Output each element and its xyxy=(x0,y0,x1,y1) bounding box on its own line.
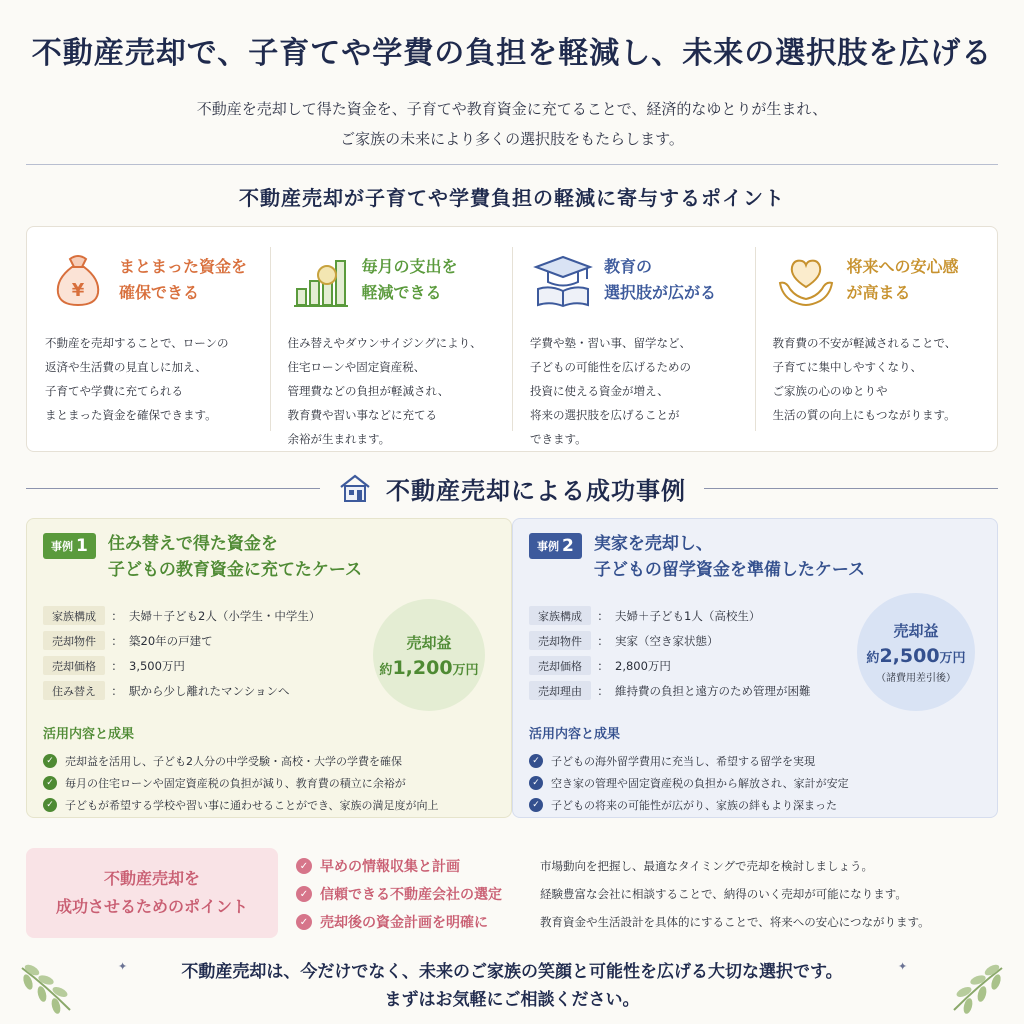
list-item xyxy=(296,880,1002,908)
check-icon: ✓ xyxy=(43,798,57,812)
case-badge-number: 1 xyxy=(76,536,88,556)
info-key: 売却理由 xyxy=(529,681,591,700)
info-key: 売却物件 xyxy=(529,631,591,650)
check-icon: ✓ xyxy=(529,798,543,812)
case-info-2 xyxy=(529,603,849,703)
point-card-2 xyxy=(270,227,513,451)
graduation-cap-book-icon xyxy=(530,250,596,310)
list-item xyxy=(529,794,981,816)
point-card-1 xyxy=(27,227,270,451)
gain-badge-1 xyxy=(373,599,485,711)
info-separator: ： xyxy=(111,633,123,648)
point-title-2: 毎月の支出を 軽減できる xyxy=(361,257,458,302)
info-value: 維持費の負担と遠方のため管理が困難 xyxy=(615,683,811,698)
info-row xyxy=(529,653,849,678)
leaf-branch-icon xyxy=(944,960,1008,1016)
check-icon: ✓ xyxy=(296,858,312,874)
point-body-2: 住み替えやダウンサイジングにより、 住宅ローンや固定資産税、 管理費などの負担が軽減され、 教育費や習い事などに充てる 余裕が生まれます。 xyxy=(287,336,482,446)
gain-label: 売却益 xyxy=(406,633,452,652)
info-key: 住み替え xyxy=(43,681,105,700)
divider xyxy=(26,164,998,165)
result-list-1 xyxy=(43,750,495,816)
list-item xyxy=(529,750,981,772)
list-item xyxy=(296,908,1002,936)
tips-list xyxy=(296,852,1002,936)
point-body-4: 教育費の不安が軽減されることで、 子育てに集中しやすくなり、 ご家族の心のゆとりや 生活の質の向上にもつながります。 xyxy=(772,336,957,422)
case-badge-1 xyxy=(43,533,96,559)
check-icon: ✓ xyxy=(43,776,57,790)
info-key: 家族構成 xyxy=(529,606,591,625)
point-body-1: 不動産を売却することで、ローンの 返済や生活費の見直しに加え、 子育てや学費に充てられる まとまった資金を確保できます。 xyxy=(45,336,229,422)
result-text: 子どもの海外留学費用に充当し、希望する留学を実現 xyxy=(551,755,815,768)
case-badge-label: 事例 xyxy=(537,540,559,553)
case-badge-number: 2 xyxy=(562,536,574,556)
points-section-title: 不動産売却が子育てや学費負担の軽減に寄与するポイント xyxy=(239,186,785,210)
info-separator: ： xyxy=(597,683,609,698)
footer-message: 不動産売却は、今だけでなく、未来のご家族の笑顔と可能性を広げる大切な選択です。 まずはお気軽にご相談ください。 xyxy=(181,962,843,1010)
money-bag-yen-icon xyxy=(45,250,111,310)
check-icon: ✓ xyxy=(529,754,543,768)
case-title-2: 実家を売却し、 子どもの留学資金を準備したケース xyxy=(593,534,865,580)
sparkle-icon: ✦ xyxy=(118,960,128,973)
info-value: 夫婦＋子ども2人（小学生・中学生） xyxy=(129,608,321,623)
point-card-4 xyxy=(755,227,998,451)
tip-title: 早めの情報収集と計画 xyxy=(320,859,460,875)
result-text: 売却益を活用し、子ども2人分の中学受験・高校・大学の学費を確保 xyxy=(65,755,402,768)
info-key: 家族構成 xyxy=(43,606,105,625)
result-title-1: 活用内容と成果 xyxy=(43,727,135,742)
page-title: 不動産売却で、子育てや学費の負担を軽減し、未来の選択肢を広げる xyxy=(31,36,993,71)
info-key: 売却価格 xyxy=(43,656,105,675)
gain-note: （諸費用差引後） xyxy=(876,673,956,684)
info-value: 築20年の戸建て xyxy=(129,633,213,648)
list-item xyxy=(43,794,495,816)
gain-label: 売却益 xyxy=(893,622,939,640)
gain-amount: 1,200 xyxy=(392,656,453,679)
info-value: 夫婦＋子ども1人（高校生） xyxy=(615,608,761,623)
point-body-3: 学費や塾・習い事、留学など、 子どもの可能性を広げるための 投資に使える資金が増え、 将来の選択肢を広げることが できます。 xyxy=(530,336,691,446)
tip-title: 売却後の資金計画を明確に xyxy=(320,915,488,931)
check-icon: ✓ xyxy=(43,754,57,768)
info-key: 売却価格 xyxy=(529,656,591,675)
result-text: 毎月の住宅ローンや固定資産税の負担が減り、教育費の積立に余裕が xyxy=(65,777,406,790)
point-card-3 xyxy=(512,227,755,451)
list-item xyxy=(296,852,1002,880)
info-value: 駅から少し離れたマンションへ xyxy=(129,683,290,698)
gain-unit: 万円 xyxy=(939,651,966,666)
divider xyxy=(704,488,998,489)
points-panel xyxy=(26,226,998,452)
gain-value xyxy=(866,645,965,667)
info-separator: ： xyxy=(111,658,123,673)
info-row xyxy=(43,653,363,678)
gain-badge-2 xyxy=(857,593,975,711)
info-row xyxy=(529,603,849,628)
bar-chart-coin-icon xyxy=(288,250,354,310)
svg-text:¥: ¥ xyxy=(71,280,85,301)
case-badge-2 xyxy=(529,533,582,559)
tips-label-box: 不動産売却を 成功させるためのポイント xyxy=(26,848,278,938)
info-row xyxy=(529,628,849,653)
info-row xyxy=(529,678,849,703)
info-row xyxy=(43,603,363,628)
info-value: 実家（空き家状態） xyxy=(615,633,719,648)
point-title-1: まとまった資金を 確保できる xyxy=(119,257,248,302)
result-text: 子どもが希望する学校や習い事に通わせることができ、家族の満足度が向上 xyxy=(65,799,439,812)
result-title-2: 活用内容と成果 xyxy=(529,727,621,742)
gain-prefix: 約 xyxy=(379,662,393,678)
info-separator: ： xyxy=(597,658,609,673)
info-separator: ： xyxy=(597,608,609,623)
divider xyxy=(26,488,320,489)
tip-description: 市場動向を把握し、最適なタイミングで売却を検討しましょう。 xyxy=(540,859,874,873)
sparkle-icon: ✦ xyxy=(898,960,908,973)
check-icon: ✓ xyxy=(529,776,543,790)
lead-text xyxy=(0,94,1024,154)
info-row xyxy=(43,628,363,653)
list-item xyxy=(43,750,495,772)
gain-amount: 2,500 xyxy=(879,645,940,667)
result-text: 子どもの将来の可能性が広がり、家族の絆もより深まった xyxy=(551,799,837,812)
gain-value xyxy=(379,657,478,679)
info-separator: ： xyxy=(111,608,123,623)
tip-title: 信頼できる不動産会社の選定 xyxy=(320,887,502,903)
info-row xyxy=(43,678,363,703)
case-info-1 xyxy=(43,603,363,703)
list-item xyxy=(529,772,981,794)
case-card-1 xyxy=(26,518,512,818)
cases-section-title: 不動産売却による成功事例 xyxy=(386,475,686,505)
info-separator: ： xyxy=(111,683,123,698)
info-value: 2,800万円 xyxy=(615,658,671,673)
info-value: 3,500万円 xyxy=(129,658,185,673)
case-title-1: 住み替えで得た資金を 子どもの教育資金に充てたケース xyxy=(107,534,362,580)
check-icon: ✓ xyxy=(296,886,312,902)
lead-line-1: 不動産を売却して得た資金を、子育てや教育資金に充てることで、経済的なゆとりが生まれ、 xyxy=(196,100,828,118)
result-text: 空き家の管理や固定資産税の負担から解放され、家計が安定 xyxy=(551,777,849,790)
leaf-branch-icon xyxy=(16,960,80,1016)
heart-hands-icon xyxy=(773,250,839,310)
info-key: 売却物件 xyxy=(43,631,105,650)
cases-section-header xyxy=(26,468,998,508)
point-title-3: 教育の 選択肢が広がる xyxy=(604,257,717,302)
info-separator: ： xyxy=(597,633,609,648)
case-badge-label: 事例 xyxy=(51,540,73,553)
point-title-4: 将来への安心感 が高まる xyxy=(846,257,959,302)
list-item xyxy=(43,772,495,794)
gain-unit: 万円 xyxy=(452,662,479,678)
case-card-2 xyxy=(512,518,998,818)
house-icon xyxy=(338,473,372,503)
tip-description: 教育資金や生活設計を具体的にすることで、将来への安心につながります。 xyxy=(540,915,930,929)
result-list-2 xyxy=(529,750,981,816)
check-icon: ✓ xyxy=(296,914,312,930)
gain-prefix: 約 xyxy=(866,651,880,666)
lead-line-2: ご家族の未来により多くの選択肢をもたらします。 xyxy=(340,130,684,148)
tip-description: 経験豊富な会社に相談することで、納得のいく売却が可能になります。 xyxy=(540,887,907,901)
